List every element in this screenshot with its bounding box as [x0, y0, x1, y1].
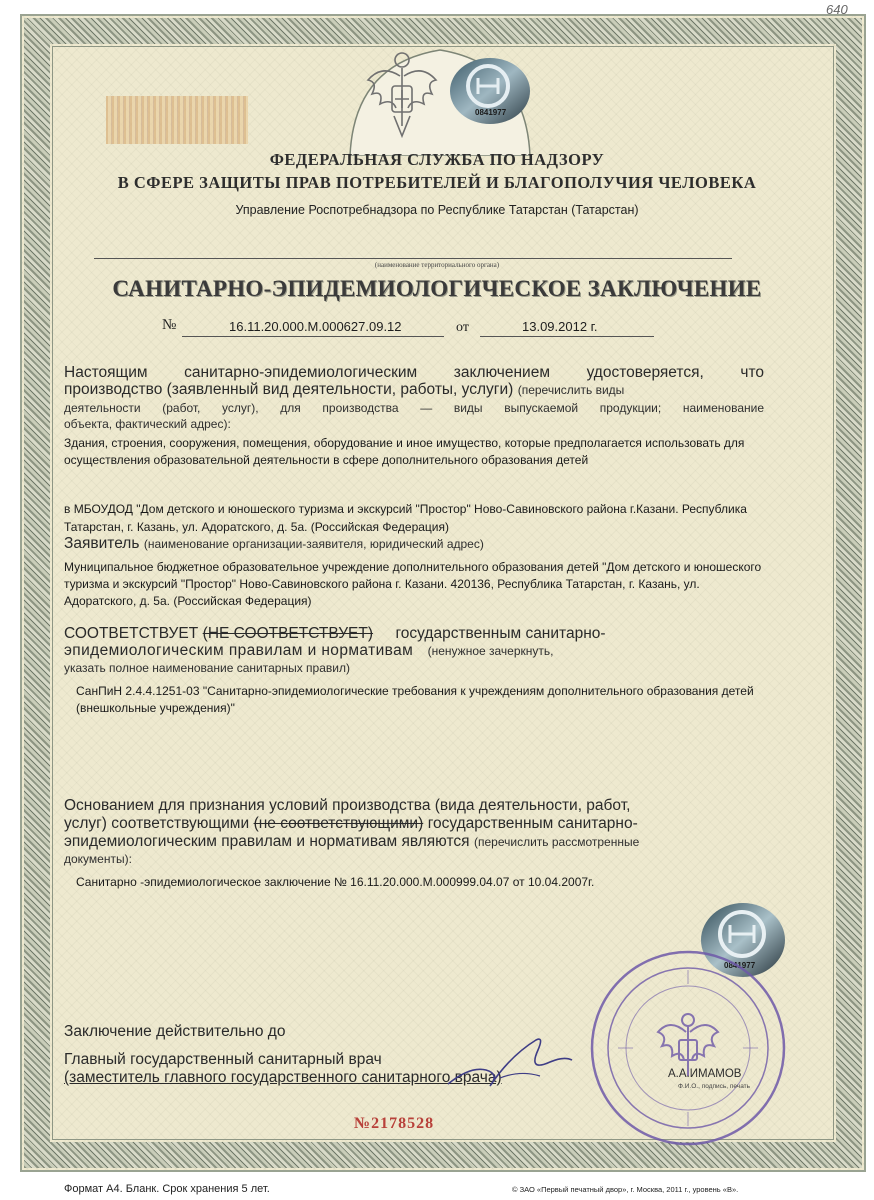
certify-line4: объекта, фактический адрес): [64, 417, 231, 431]
compliance-line2 [64, 642, 764, 660]
basis-line1: Основанием для признания условий производства (вида деятельности, работ, [64, 797, 631, 814]
certificate-date: 13.09.2012 г. [522, 319, 598, 334]
applicant-row [64, 535, 484, 553]
compliance-line1 [64, 625, 764, 643]
certify-fill2: осуществления образовательной деятельности в сфере дополнительного образования детей [64, 453, 589, 467]
organ-caption: (наименование территориального органа) [374, 261, 500, 269]
certify-fill3: в МБОУДОД "Дом детского и юношеского туризма и экскурсий "Простор" Ново-Савиновского района г.Казани. Республика [64, 502, 747, 516]
number-underline [182, 336, 444, 337]
header-line2: В СФЕРЕ ЗАЩИТЫ ПРАВ ПОТРЕБИТЕЛЕЙ И БЛАГОПОЛУЧИЯ ЧЕЛОВЕКА [117, 173, 757, 192]
signer-title-line1: Главный государственный санитарный врач [64, 1051, 382, 1068]
signature-caption: Ф.И.О., подпись, печать [678, 1083, 751, 1090]
certify-line2 [64, 381, 764, 399]
basis-fill1: Санитарно -эпидемиологическое заключение № 16.11.20.000.М.000999.04.07 от 10.04.2007г. [76, 875, 595, 889]
basis-line2-struck: (не соответствующими) [253, 815, 424, 832]
date-underline [480, 336, 654, 337]
certify-line2-small: (перечислить виды [517, 383, 625, 397]
corner-note: 640 [826, 2, 848, 17]
applicant-label: Заявитель [64, 535, 140, 552]
compliance-line2-big: эпидемиологическим правилам и нормативам [64, 642, 414, 659]
hologram-top-code: 0841977 [475, 108, 507, 117]
certify-fill4: Татарстан, г. Казань, ул. Адоратского, д. 5а. (Российская Федерация) [64, 520, 450, 534]
document-title: САНИТАРНО-ЭПИДЕМИОЛОГИЧЕСКОЕ ЗАКЛЮЧЕНИЕ [112, 276, 762, 301]
basis-line4: документы): [64, 852, 132, 866]
applicant-fill2: туризма и экскурсий "Простор" Ново-Савиновского района г. Казани. 420136, Республика Татарстан, г. Казань, ул. [64, 577, 700, 591]
validity-label: Заключение действительно до [64, 1023, 286, 1040]
compliance-line3: указать полное наименование санитарных правил) [64, 661, 350, 675]
basis-line2-a: услуг) соответствующими [64, 815, 250, 832]
certify-line3: деятельности (работ, услуг), для производства — виды выпускаемой продукции; наименование [64, 401, 764, 415]
certify-line2-big: производство (заявленный вид деятельности, работы, услуги) [64, 381, 514, 398]
compliance-no-struck: (НЕ СООТВЕТСТВУЕТ) [202, 625, 374, 642]
footer-left: Формат А4. Бланк. Срок хранения 5 лет. [64, 1183, 270, 1195]
serial-number: №2178528 [354, 1115, 435, 1132]
security-pattern-block [106, 96, 248, 144]
eagle-emblem-icon [362, 46, 442, 146]
basis-line3-small: (перечислить рассмотренные [474, 835, 640, 849]
basis-line3-big: эпидемиологическим правилам и нормативам являются [64, 833, 470, 850]
organ-underline [94, 258, 732, 259]
hologram-bottom-code: 0841977 [724, 961, 756, 970]
basis-line2-b: государственным санитарно- [427, 815, 638, 832]
applicant-hint: (наименование организации-заявителя, юридический адрес) [143, 537, 484, 551]
official-stamp-icon [588, 948, 788, 1148]
certify-line1: Настоящим санитарно-эпидемиологическим заключением удостоверяется, что [64, 364, 764, 381]
compliance-fill2: (внешкольные учреждения)" [76, 701, 235, 715]
compliance-line2-small: (ненужное зачеркнуть, [427, 644, 554, 658]
number-label: № [162, 317, 177, 333]
compliance-rest1: государственным санитарно- [395, 625, 606, 642]
signer-name: А.А.ИМАМОВ [668, 1068, 742, 1080]
certificate-number: 16.11.20.000.М.000627.09.12 [229, 319, 402, 334]
footer-right: © ЗАО «Первый печатный двор», г. Москва, 2011 г., уровень «В». [512, 1185, 739, 1194]
applicant-fill3: Адоратского, д. 5а. (Российская Федерация) [64, 594, 312, 608]
basis-line3 [64, 833, 764, 851]
compliance-yes: СООТВЕТСТВУЕТ [64, 625, 199, 642]
basis-line2 [64, 815, 764, 833]
signer-title-line2: (заместитель главного государственного санитарного врача) [64, 1069, 502, 1086]
from-label: от [456, 320, 469, 335]
handwritten-signature [440, 1026, 580, 1096]
header-line1: ФЕДЕРАЛЬНАЯ СЛУЖБА ПО НАДЗОРУ [269, 150, 605, 169]
compliance-fill1: СанПиН 2.4.4.1251-03 "Санитарно-эпидемиологические требования к учреждениям дополнительного образования детей [76, 684, 754, 698]
certify-fill1: Здания, строения, сооружения, помещения, оборудование и иное имущество, которые предполагается использовать для [64, 436, 745, 450]
territorial-organ: Управление Роспотребнадзора по Республике Татарстан (Татарстан) [235, 203, 639, 217]
applicant-fill1: Муниципальное бюджетное образовательное учреждение дополнительного образования детей "Дом детского и юношеского [64, 560, 762, 574]
